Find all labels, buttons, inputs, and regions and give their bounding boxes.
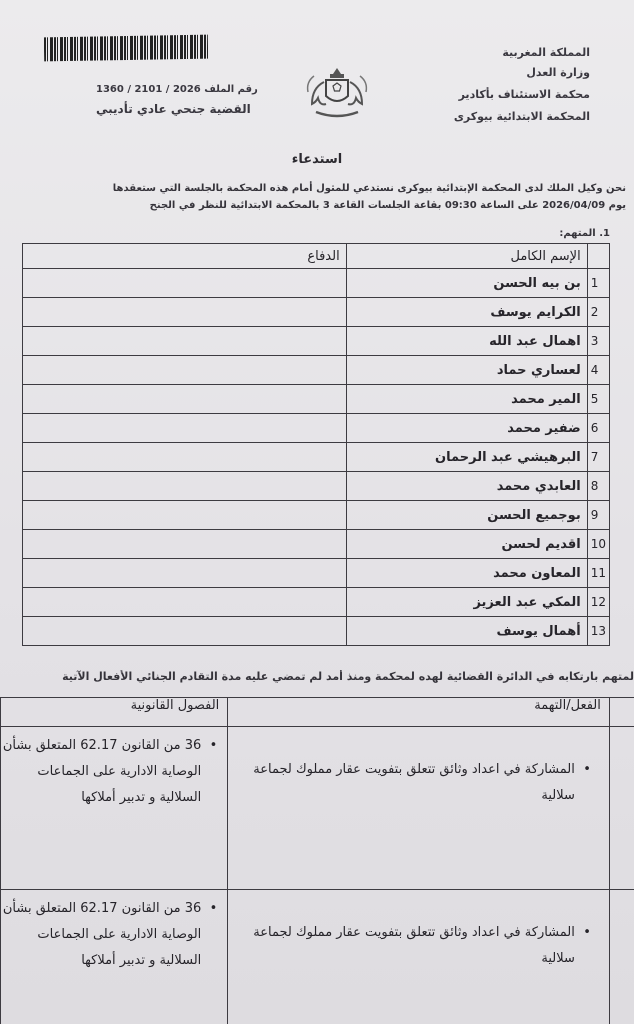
accused-defense	[23, 559, 347, 588]
act-header: الفعل/التهمة	[228, 698, 610, 727]
accused-row	[23, 269, 610, 298]
accused-row	[23, 443, 610, 472]
accused-row	[23, 356, 610, 385]
accused-row-number: 1	[587, 269, 609, 298]
charges-intro: لمتهم بارتكابه في الدائرة القضائية لهده لمحكمة ومنذ أمد لم تمضي عليه مدة التقادم الجنائي الأفعال الآتية	[62, 670, 634, 683]
header-first-instance-court: المحكمة الابتدائية بيوكرى	[453, 110, 590, 123]
accused-row	[23, 501, 610, 530]
accused-defense	[23, 472, 347, 501]
accused-defense	[23, 443, 347, 472]
file-number: رقم الملف 2026 / 2101 / 1360	[96, 84, 258, 95]
accused-row	[23, 472, 610, 501]
accused-row	[23, 327, 610, 356]
accused-defense	[23, 414, 347, 443]
summons-intro	[6, 180, 626, 214]
document-title: استدعاء	[291, 152, 343, 167]
accused-row	[23, 559, 610, 588]
charge-act	[228, 890, 610, 1024]
accused-defense	[23, 501, 347, 530]
header-appeal-court: محكمة الاستئناف بأكادير	[458, 88, 590, 101]
intro-line: نحن وكيل الملك لدى المحكمة الإبتدائية بيوكرى نستدعي للمثول أمام هذه المحكمة بالجلسة التي ستعقدها	[112, 183, 626, 194]
accused-name: البرهيشي عبد الرحمان	[346, 443, 587, 472]
header-kingdom: المملكة المغربية	[502, 46, 590, 59]
accused-row-number: 9	[587, 501, 609, 530]
accused-defense	[23, 269, 347, 298]
accused-name: بن بيه الحسن	[346, 269, 587, 298]
accused-section-label: 1. المتهم:	[559, 228, 610, 239]
accused-row-number: 2	[587, 298, 609, 327]
accused-row-number: 11	[587, 559, 609, 588]
accused-row-number: 6	[587, 414, 609, 443]
num-header	[587, 244, 609, 269]
accused-defense	[23, 385, 347, 414]
accused-name: المير محمد	[346, 385, 587, 414]
accused-defense	[23, 588, 347, 617]
accused-row-number: 10	[587, 530, 609, 559]
accused-defense	[23, 617, 347, 646]
accused-name: اقديم لحسن	[346, 530, 587, 559]
accused-row	[23, 530, 610, 559]
accused-defense	[23, 356, 347, 385]
charge-act-text: • المشاركة في اعداد وثائق تتعلق بتفويت عقار مملوك لجماعة سلالية	[228, 920, 591, 972]
name-header: الإسم الكامل	[346, 244, 587, 269]
charge-edge	[609, 890, 634, 1024]
accused-row	[23, 588, 610, 617]
accused-row-number: 8	[587, 472, 609, 501]
charges-edge-header	[609, 698, 634, 727]
charge-row	[1, 727, 634, 890]
defense-header: الدفاع	[23, 244, 347, 269]
intro-line: يوم 2026/04/09 على الساعة 09:30 بقاعة الجلسات القاعة 3 بالمحكمة الابتدائية للنظر في الجنح	[149, 200, 626, 211]
accused-name: الكرايم يوسف	[346, 298, 587, 327]
accused-defense	[23, 530, 347, 559]
accused-table-header	[23, 244, 610, 269]
law-header: الفصول القانونية	[1, 698, 228, 727]
charge-edge	[609, 727, 634, 890]
accused-name: ضفير محمد	[346, 414, 587, 443]
charge-law-text: • 36 من القانون 62.17 المتعلق بشأن الوصاية الادارية على الجماعات السلالية و تدبير أملاكها	[1, 733, 217, 811]
accused-defense	[23, 327, 347, 356]
charge-act	[228, 727, 610, 890]
accused-name: العابدي محمد	[346, 472, 587, 501]
charge-act-text: • المشاركة في اعداد وثائق تتعلق بتفويت عقار مملوك لجماعة سلالية	[228, 757, 591, 809]
accused-name: لعساري حماد	[346, 356, 587, 385]
accused-table	[22, 243, 610, 646]
charge-law	[1, 727, 228, 890]
accused-name: اهمال عبد الله	[346, 327, 587, 356]
accused-row-number: 13	[587, 617, 609, 646]
accused-row-number: 12	[587, 588, 609, 617]
case-type: القضية جنحي عادي تأديبي	[96, 102, 251, 116]
accused-row	[23, 298, 610, 327]
accused-name: المعاون محمد	[346, 559, 587, 588]
charges-table-header	[1, 698, 634, 727]
accused-row	[23, 385, 610, 414]
accused-row-number: 7	[587, 443, 609, 472]
charges-table	[0, 697, 634, 1024]
accused-row	[23, 617, 610, 646]
accused-row-number: 5	[587, 385, 609, 414]
accused-row-number: 3	[587, 327, 609, 356]
charge-law	[1, 890, 228, 1024]
barcode	[44, 35, 208, 62]
moroccan-coat-of-arms-icon	[302, 62, 372, 122]
charge-row	[1, 890, 634, 1024]
accused-row	[23, 414, 610, 443]
accused-defense	[23, 298, 347, 327]
charge-law-text: • 36 من القانون 62.17 المتعلق بشأن الوصاية الادارية على الجماعات السلالية و تدبير أملاكها	[1, 896, 217, 974]
accused-name: بوجميع الحسن	[346, 501, 587, 530]
accused-row-number: 4	[587, 356, 609, 385]
header-ministry: وزارة العدل	[526, 66, 590, 79]
accused-name: المكي عبد العزيز	[346, 588, 587, 617]
accused-name: أهمال يوسف	[346, 617, 587, 646]
